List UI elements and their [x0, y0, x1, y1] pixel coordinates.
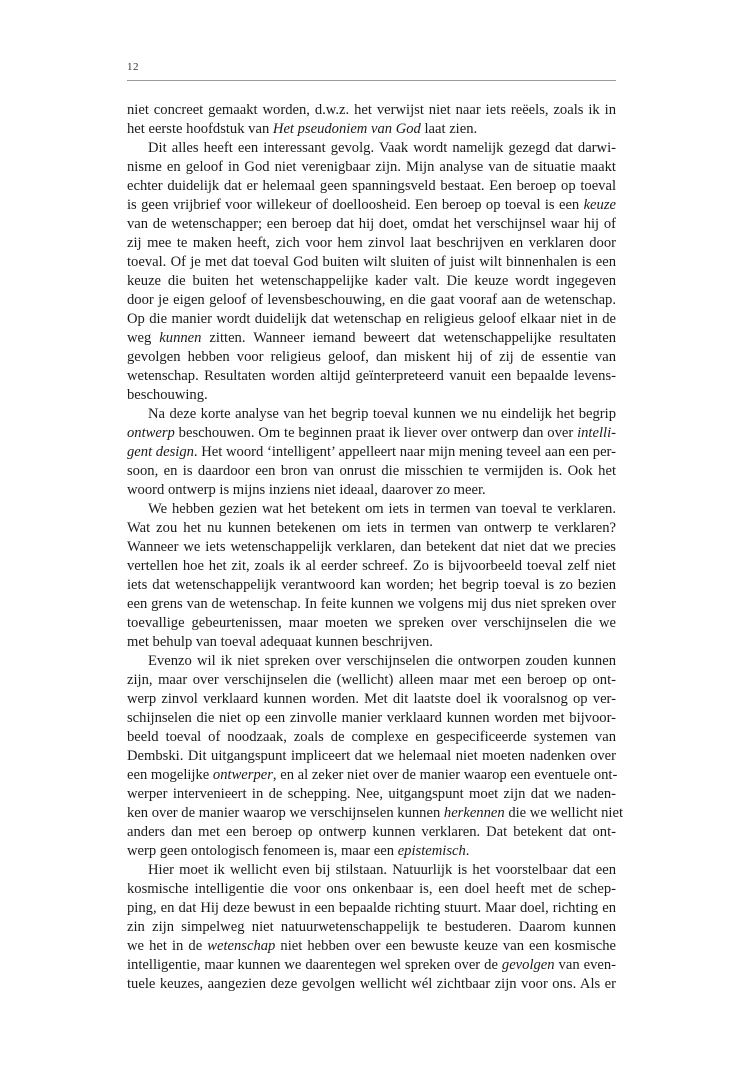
italic-text: epistemisch [397, 843, 466, 859]
page-number: 12 [127, 61, 139, 73]
text-line: vertellen hoe het zit, zoals ik al eerder schreef. Zo is bijvoorbeeld toeval zelf niet [127, 558, 616, 574]
text-segment: we het in de [127, 938, 208, 954]
text-line: Wat zou het nu kunnen betekenen om iets in termen van ontwerp te verklaren? [127, 520, 616, 536]
text-line: zin zijn simpelweg niet natuurwetenschappelijk te bestuderen. Daarom kunnen [127, 919, 616, 935]
text-segment: zitten. Wanneer iemand beweert dat wetenschappelijke resultaten [201, 330, 617, 346]
text-line: gevolgen hebben voor religieus geloof, dan miskent hij of zij de essentie van [127, 349, 616, 365]
text-line: met behulp van toeval adequaat kunnen beschrijven. [127, 634, 433, 650]
italic-text: wetenschap [207, 938, 276, 954]
text-line: werp zinvol verklaard kunnen worden. Met dit laatste doel ik vooralsnog op ver- [127, 691, 616, 707]
text-line [127, 842, 616, 861]
text-line: nisme en geloof in God niet verenigbaar zijn. Mijn analyse van de situatie maakt [127, 159, 616, 175]
text-line: woord ontwerp is mijns inziens niet ideaal, daarover zo meer. [127, 482, 486, 498]
text-segment: een mogelijke [127, 767, 213, 783]
text-line: toevallige gebeurtenissen, maar moeten we spreken over verschijnselen die we [127, 615, 616, 631]
text-line [127, 329, 616, 348]
text-line [127, 443, 616, 462]
text-line: wetenschap. Resultaten worden altijd geïnterpreteerd vanuit een bepaalde levens- [127, 368, 616, 384]
text-line [127, 424, 616, 443]
text-line: ping, en dat Hij deze bewust in een bepaalde richting stuurt. Maar doel, richting en [127, 900, 616, 916]
text-line: Wanneer we iets wetenschappelijk verklaren, dan betekent dat niet dat we precies [127, 539, 616, 555]
text-segment: , en al zeker niet over de manier waarop een eventuele ont- [272, 767, 618, 783]
text-line [127, 937, 616, 956]
italic-text: ontwerp [127, 425, 175, 441]
text-segment: werp geen ontologisch fenomeen is, maar een [127, 843, 398, 859]
text-line: We hebben gezien wat het betekent om iets in termen van toeval te verklaren. [148, 501, 616, 517]
text-line: tuele keuzes, aangezien deze gevolgen wellicht wél zichtbaar zijn voor ons. Als er [127, 976, 616, 992]
italic-text: kunnen [159, 330, 202, 346]
text-line: Na deze korte analyse van het begrip toeval kunnen we nu eindelijk het begrip [148, 406, 616, 422]
italic-text: Het pseudoniem van God [272, 121, 421, 137]
italic-text: intelli- [577, 425, 616, 441]
text-segment: niet hebben over een bewuste keuze van een kosmische [275, 938, 616, 954]
body-text [127, 101, 624, 994]
text-line: zijn, maar over verschijnselen die (wellicht) alleen maar met een beroep op ont- [127, 672, 616, 688]
text-line: schijnselen die niet op een zinvolle manier verklaard kunnen worden met bijvoor- [127, 710, 616, 726]
text-line: soon, en is daardoor een bron van onrust die misschien te vermijden is. Ook het [127, 463, 616, 479]
text-line: Hier moet ik wellicht even bij stilstaan. Natuurlijk is het voorstelbaar dat een [148, 862, 616, 878]
text-line [127, 956, 616, 975]
text-line: beschouwing. [127, 387, 208, 403]
text-segment: weg [127, 330, 160, 346]
text-line: Dit alles heeft een interessant gevolg. Vaak wordt namelijk gezegd dat darwi- [148, 140, 616, 156]
italic-text: gent design [127, 444, 194, 460]
text-line [127, 766, 616, 785]
text-line [127, 196, 616, 215]
text-segment: die we wellicht niet [504, 805, 624, 821]
text-line [127, 120, 616, 139]
italic-text: gevolgen [501, 957, 555, 973]
italic-text: herkennen [443, 805, 505, 821]
italic-text: keuze [583, 197, 616, 213]
text-line: werper intervenieert in de schepping. Nee, uitgangspunt moet zijn dat we naden- [127, 786, 616, 802]
text-segment: ken over de manier waarop we verschijnselen kunnen [127, 805, 444, 821]
header-rule [127, 80, 616, 81]
text-line: een grens van de wetenschap. In feite kunnen we volgens mij dus niet spreken over [127, 596, 616, 612]
text-segment: laat zien. [420, 121, 478, 137]
text-segment: van even- [554, 957, 616, 973]
text-line: van de wetenschapper; een beroep dat hij doet, omdat het verschijnsel waar hij of [127, 216, 616, 232]
text-segment: intelligentie, maar kunnen we daarentegen wel spreken over de [127, 957, 502, 973]
text-segment: . [465, 843, 470, 859]
text-line: anders dan met een beroep op ontwerp kunnen verklaren. Dat betekent dat ont- [127, 824, 616, 840]
text-line: Dembski. Dit uitgangspunt impliceert dat we helemaal niet moeten nadenken over [127, 748, 616, 764]
text-line: kosmische intelligentie die voor ons onkenbaar is, een doel heeft met de schep- [127, 881, 616, 897]
text-line: niet concreet gemaakt worden, d.w.z. het verwijst niet naar iets reëels, zoals ik in [127, 102, 616, 118]
text-line: echter duidelijk dat er helemaal geen spanningsveld bestaat. Een beroep op toeval [127, 178, 616, 194]
text-line: Evenzo wil ik niet spreken over verschijnselen die ontworpen zouden kunnen [148, 653, 616, 669]
text-line: beeld toeval of noodzaak, zoals de complexe en gespecificeerde systemen van [127, 729, 616, 745]
text-segment: beschouwen. Om te beginnen praat ik liever over ontwerp dan over [174, 425, 578, 441]
text-segment: het eerste hoofdstuk van [127, 121, 273, 137]
text-line: Op die manier wordt duidelijk dat wetenschap en religieus geloof elkaar niet in de [127, 311, 616, 327]
text-segment: is geen vrijbrief voor willekeur of doelloosheid. Een beroep op toeval is een [127, 197, 584, 213]
text-line [127, 804, 624, 823]
text-segment: . Het woord ‘intelligent’ appelleert naar mijn mening teveel aan een per- [193, 444, 616, 460]
text-line: iets dat wetenschappelijk verantwoord kan worden; het begrip toeval is zo bezien [127, 577, 616, 593]
text-line: zij mee te maken heeft, zich voor hem zinvol laat beschrijven en verklaren door [127, 235, 616, 251]
italic-text: ontwerper [212, 767, 273, 783]
text-line: toeval. Of je met dat toeval God buiten wilt sluiten of juist wilt binnenhalen is een [127, 254, 616, 270]
text-line: door je eigen geloof of levensbeschouwing, en die gaat vooraf aan de wetenschap. [127, 292, 616, 308]
text-line: keuze die buiten het wetenschappelijke kader valt. Die keuze wordt ingegeven [127, 273, 616, 289]
